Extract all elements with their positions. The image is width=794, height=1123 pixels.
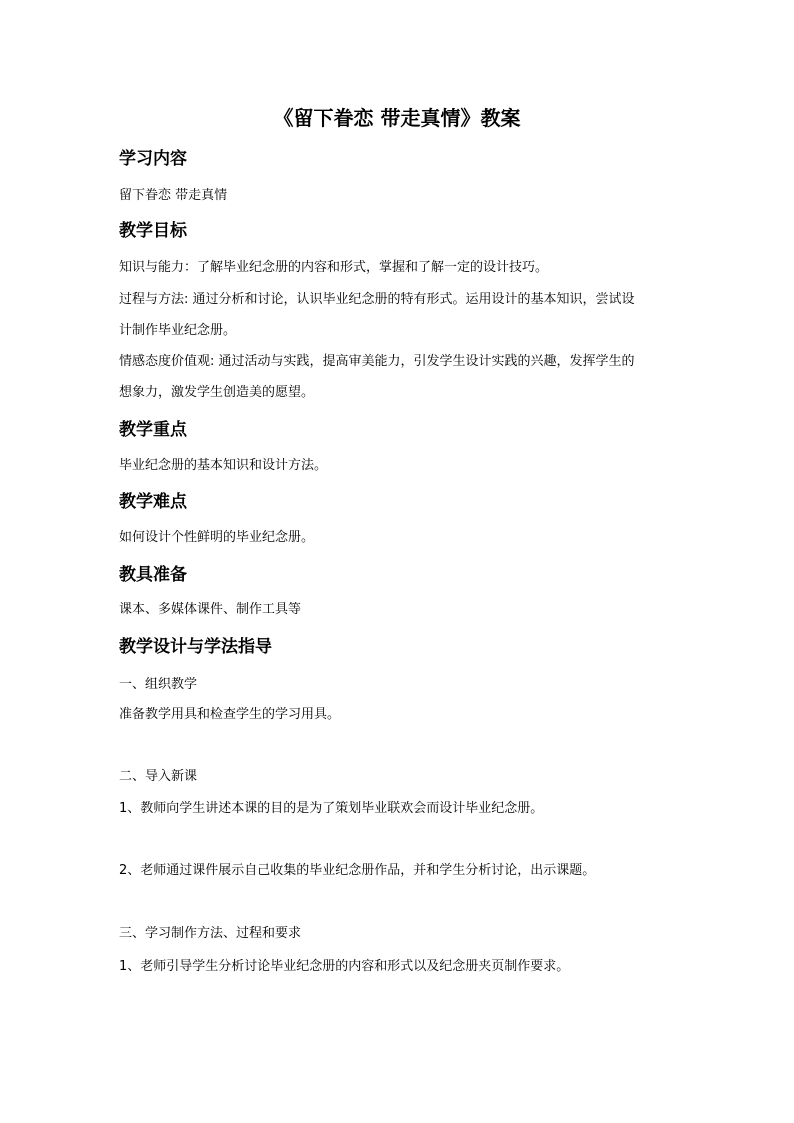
design-step2-title: 二、导入新课 (119, 769, 198, 784)
section-heading-content: 学习内容 (119, 149, 187, 169)
goals-process-line2: 计制作毕业纪念册。 (119, 323, 237, 338)
key-points-text: 毕业纪念册的基本知识和设计方法。 (119, 458, 328, 473)
difficulties-text: 如何设计个性鲜明的毕业纪念册。 (119, 530, 315, 545)
section-heading-key-points: 教学重点 (119, 420, 187, 440)
goals-attitude-line2: 想象力，激发学生创造美的愿望。 (119, 385, 315, 400)
document-title: 《留下眷恋 带走真情》教案 (273, 106, 521, 130)
goals-attitude-line1: 情感态度价值观: 通过活动与实践，提高审美能力，引发学生设计实践的兴趣，发挥学生的 (119, 354, 635, 369)
design-step2-item1: 1、教师向学生讲述本课的目的是为了策划毕业联欢会而设计毕业纪念册。 (119, 801, 544, 816)
section-heading-goals: 教学目标 (119, 221, 187, 241)
section-heading-difficulties: 教学难点 (119, 492, 187, 512)
design-step2-item2: 2、老师通过课件展示自己收集的毕业纪念册作品，并和学生分析讨论，出示课题。 (119, 863, 596, 878)
design-step1-title: 一、组织教学 (119, 677, 198, 692)
goals-process-line1: 过程与方法: 通过分析和讨论，认识毕业纪念册的特有形式。运用设计的基本知识，尝试设 (119, 292, 635, 307)
goals-knowledge: 知识与能力：了解毕业纪念册的内容和形式，掌握和了解一定的设计技巧。 (119, 260, 549, 275)
design-step3-title: 三、学习制作方法、过程和要求 (119, 926, 302, 941)
section-heading-design: 教学设计与学法指导 (119, 637, 272, 657)
design-step1-text: 准备教学用具和检查学生的学习用具。 (119, 707, 341, 722)
content-text: 留下眷恋 带走真情 (119, 188, 228, 203)
section-heading-materials: 教具准备 (119, 565, 187, 585)
materials-text: 课本、多媒体课件、制作工具等 (119, 602, 302, 617)
design-step3-item1: 1、老师引导学生分析讨论毕业纪念册的内容和形式以及纪念册夹页制作要求。 (119, 959, 570, 974)
